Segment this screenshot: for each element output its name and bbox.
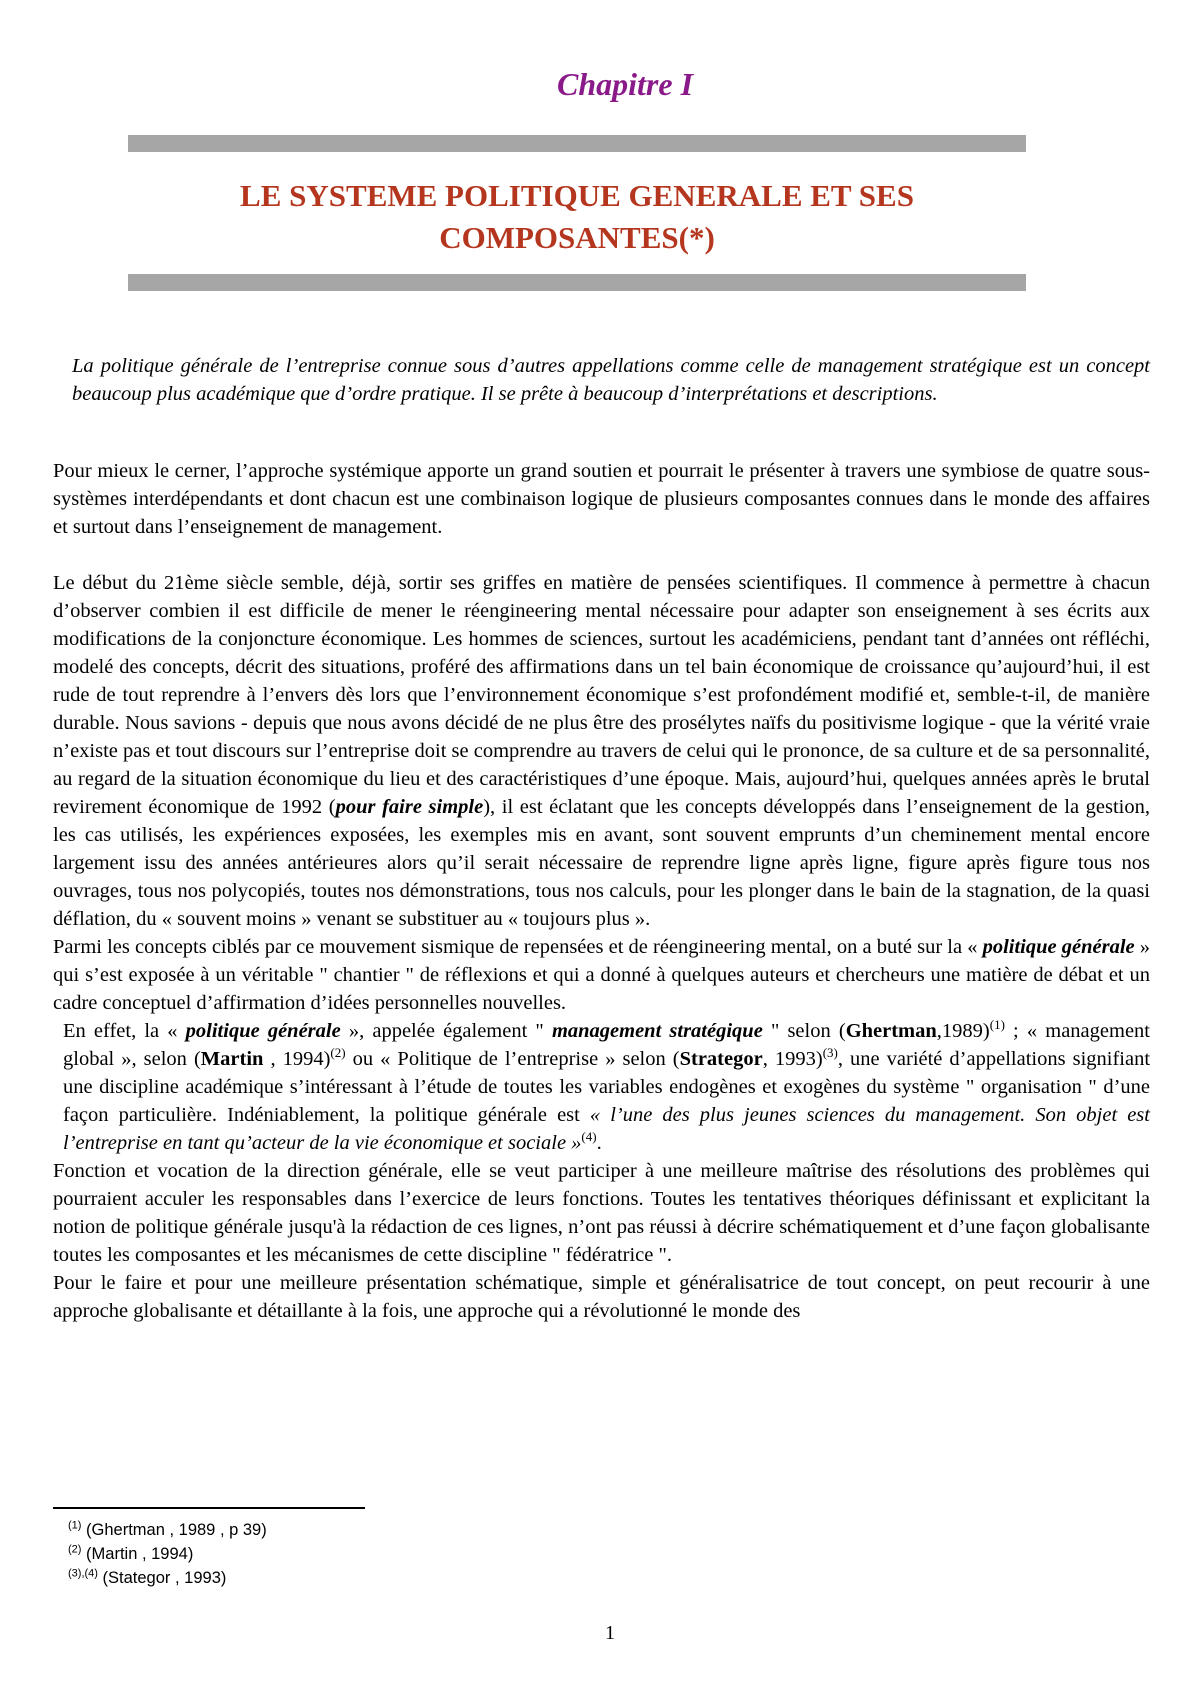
p4-text-1: En effet, la « (63, 1020, 186, 1042)
p4-author-1: Ghertman (845, 1020, 937, 1042)
p4-text-2: », appelée également " (340, 1020, 552, 1042)
p4-text-7: ou « Politique de l’entreprise » selon ( (345, 1048, 680, 1070)
p4-text-6: , 1994) (263, 1048, 331, 1070)
title-bottom-bar (128, 274, 1026, 291)
p4-author-2: Martin (200, 1048, 264, 1070)
body-text (53, 457, 1150, 1325)
p4-author-3: Strategor (679, 1048, 763, 1070)
p4-quote: « l’une des plus jeunes sciences du management. Son objet est l’entreprise en tant qu’acteur de la vie économique et sociale » (63, 1104, 1150, 1154)
paragraph-6: Pour le faire et pour une meilleure présentation schématique, simple et généralisatrice de tout concept, on peut recourir à une approche globalisante et détaillante à la fois, une approche qui a révolutionné le monde des (53, 1272, 1150, 1322)
paragraph-3-text-a: Parmi les concepts ciblés par ce mouvement sismique de repensées et de réengineering mental, on a buté sur la « (53, 936, 983, 958)
footnote-1-mark: (1) (68, 1519, 82, 1532)
paragraph-2 (53, 569, 1150, 933)
paragraph-5: Fonction et vocation de la direction générale, elle se veut participer à une meilleure maîtrise des résolutions des problèmes qui pourraient acculer les responsables dans l’exercice de leurs fonctions. Toutes les tentatives théoriques définissant et explicitant la notion de politique générale jusqu'à la rédaction de ces lignes, n’ont pas réussi à décrire schématiquement et d’une façon globalisante toutes les composantes et les mécanismes de cette discipline " fédératrice ". (53, 1160, 1150, 1266)
chapter-title (128, 175, 1026, 259)
chapter-heading: Chapitre I (556, 66, 694, 102)
paragraph-2-text-b: ), il est éclatant que les concepts développés dans l’enseignement de la gestion, les cas utilisés, les expériences exposées, les exemples mis en avant, sont souvent emprunts d’un cheminement mental encore largement issu des années antérieures alors qu’il serait nécessaire de reprendre ligne après ligne, figure après figure tous nos ouvrages, tous nos polycopiés, toutes nos démonstrations, tous nos calculs, pour les plonger dans le bain de la stagnation, de la quasi déflation, du « souvent moins » venant se substituer au « toujours plus ». (53, 796, 1150, 930)
p4-emphasis-2: management stratégique (551, 1020, 763, 1042)
page-number: 1 (605, 1622, 615, 1644)
footnotes (68, 1518, 668, 1590)
footnote-3-mark: (3),(4) (68, 1567, 98, 1580)
paragraph-2-text-a: Le début du 21ème siècle semble, déjà, sortir ses griffes en matière de pensées scientifiques. Il commence à permettre à chacun d’observer combien il est difficile de mener le réengineering mental nécessaire pour adapter son enseignement à ses écrits aux modifications de la conjoncture économique. Les hommes de sciences, surtout les académiciens, pendant tant d’années ont réfléchi, modelé des concepts, décrit des situations, proféré des affirmations dans un tel bain économique de croissance qu’aujourd’hui, il est rude de tout reprendre à l’envers dès lors que l’environnement économique s’est profondément modifié et, semble-t-il, de manière durable. Nous savions - depuis que nous avons décidé de ne plus être des prosélytes naïfs du positivisme logique - que la vérité vraie n’existe pas et tout discours sur l’entreprise doit se comprendre au travers de celui qui le prononce, de sa culture et de sa personnalité, au regard de la situation économique du lieu et des caractéristiques d’une époque. Mais, aujourd’hui, quelques années après le brutal revirement économique de 1992 ( (53, 572, 1150, 818)
title-top-bar (128, 135, 1026, 152)
footnote-ref-1: (1) (989, 1017, 1005, 1033)
paragraph-3-text-b: » qui s’est exposée à un véritable " chantier " de réflexions et qui a donné à quelques auteurs et chercheurs une matière de débat et un cadre conceptuel d’affirmation d’idées personnelles nouvelles. (53, 936, 1150, 1014)
intro-paragraph: La politique générale de l’entreprise connue sous d’autres appellations comme celle de management stratégique est un concept beaucoup plus académique que d’ordre pratique. Il se prête à beaucoup d’interprétations et descriptions. (72, 355, 1150, 405)
footnote-3-text: (Stategor , 1993) (97, 1569, 227, 1587)
p4-text-4: ,1989) (936, 1020, 990, 1042)
footnote-1 (68, 1518, 668, 1542)
footnote-2 (68, 1542, 668, 1566)
p4-text-3: " selon ( (762, 1020, 846, 1042)
footnote-ref-3: (3) (822, 1045, 838, 1061)
p4-text-5: ; « management global », selon ( (63, 1020, 1150, 1070)
footnote-3 (68, 1566, 668, 1590)
p4-emphasis-1: politique générale (185, 1020, 341, 1042)
paragraph-3-emphasis: politique générale (982, 936, 1135, 958)
footnote-2-text: (Martin , 1994) (81, 1545, 194, 1563)
p4-text-8: , 1993) (762, 1048, 823, 1070)
p4-text-10: . (596, 1132, 602, 1154)
footnote-separator (53, 1507, 365, 1509)
p4-text-9: , une variété d’appellations signifiant une discipline académique s’intéressant à l’étude de toutes les variables endogènes et exogènes du système " organisation " d’une façon particulière. Indéniablement, la politique générale est (63, 1048, 1151, 1126)
paragraph-4 (53, 1017, 1150, 1157)
footnote-ref-4: (4) (581, 1129, 597, 1145)
chapter-title-line-2: COMPOSANTES(*) (439, 220, 715, 255)
footnote-2-mark: (2) (68, 1543, 82, 1556)
footnote-ref-2: (2) (330, 1045, 346, 1061)
paragraph-3 (53, 933, 1150, 1017)
paragraph-2-emphasis: pour faire simple (335, 796, 484, 818)
footnote-1-text: (Ghertman , 1989 , p 39) (81, 1521, 267, 1539)
paragraph-1: Pour mieux le cerner, l’approche systémique apporte un grand soutien et pourrait le présenter à travers une symbiose de quatre sous-systèmes interdépendants et dont chacun est une combinaison logique de plusieurs composantes connues dans le monde des affaires et surtout dans l’enseignement de management. (53, 460, 1150, 538)
chapter-title-line-1: LE SYSTEME POLITIQUE GENERALE ET SES (240, 178, 914, 213)
